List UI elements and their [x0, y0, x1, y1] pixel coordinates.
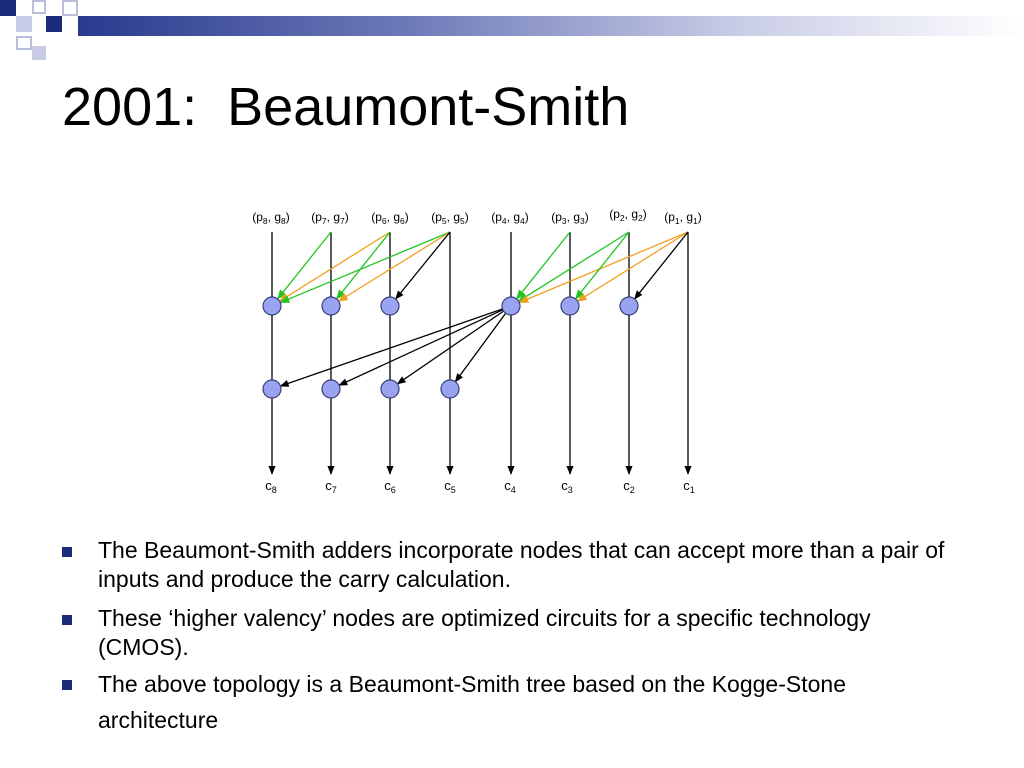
bullet-square-icon [62, 547, 72, 557]
output-label-c-6: $c_6$ [384, 478, 396, 495]
prefix-node-bit-3 [561, 297, 579, 315]
edge-node-4-to-node-6 [397, 306, 511, 384]
input-label-bit-1: ($p_1$, $g_1$) [664, 210, 702, 226]
bullet-item [60, 536, 960, 594]
edge-input-2-to-node-4 [519, 232, 629, 301]
output-label-c-7: $c_7$ [325, 478, 337, 495]
edge-input-3-to-node-4 [517, 232, 570, 299]
output-label-c-4: $c_4$ [504, 478, 516, 495]
prefix-node-bit-8 [263, 297, 281, 315]
prefix-node-bit-7 [322, 297, 340, 315]
prefix-node-level2-bit-5 [441, 380, 459, 398]
edge-input-6-to-node-8 [280, 232, 390, 301]
edge-input-5-to-node-8 [280, 232, 450, 303]
input-label-bit-2: ($p_2$, $g_2$) [609, 207, 647, 223]
input-label-bit-6: ($p_6$, $g_6$) [371, 210, 409, 226]
output-label-c-5: $c_5$ [444, 478, 456, 495]
bullet-item [60, 604, 960, 662]
edge-input-6-to-node-7 [337, 232, 390, 299]
bullet-list [60, 536, 960, 748]
edge-input-7-to-node-8 [278, 232, 331, 299]
edge-node-4-to-node-7 [339, 306, 511, 385]
input-label-bit-7: ($p_7$, $g_7$) [311, 210, 349, 226]
input-label-bit-5: ($p_5$, $g_5$) [431, 210, 469, 226]
edge-input-2-to-node-3 [576, 232, 629, 299]
output-label-c-3: $c_3$ [561, 478, 573, 495]
prefix-node-bit-2 [620, 297, 638, 315]
bullet-item [60, 666, 960, 738]
prefix-node-bit-6 [381, 297, 399, 315]
output-label-c-1: $c_1$ [683, 478, 695, 495]
output-label-c-2: $c_2$ [623, 478, 635, 495]
prefix-node-level2-bit-7 [322, 380, 340, 398]
bullet-text: The above topology is a Beaumont-Smith tree based on the Kogge-Stone architecture [98, 671, 846, 733]
input-label-bit-4: ($p_4$, $g_4$) [491, 210, 529, 226]
bullet-text: The Beaumont-Smith adders incorporate nodes that can accept more than a pair of inputs and produce the carry calculation. [98, 537, 945, 592]
prefix-node-level2-bit-6 [381, 380, 399, 398]
edge-input-1-to-node-2 [635, 232, 688, 299]
edge-node-4-to-node-8 [281, 306, 511, 386]
input-label-bit-8: ($p_8$, $g_8$) [252, 210, 290, 226]
prefix-node-level2-bit-8 [263, 380, 281, 398]
output-label-c-8: $c_8$ [265, 478, 277, 495]
bullet-text: These ‘higher valency’ nodes are optimized circuits for a specific technology (CMOS). [98, 605, 871, 660]
edge-input-5-to-node-7 [339, 232, 450, 301]
bullet-square-icon [62, 680, 72, 690]
edge-input-5-to-node-6 [396, 232, 450, 299]
prefix-node-bit-4 [502, 297, 520, 315]
input-label-bit-3: ($p_3$, $g_3$) [551, 210, 589, 226]
edge-input-1-to-node-3 [578, 232, 688, 301]
edge-node-4-to-node-5 [455, 306, 511, 382]
slide-title: 2001: Beaumont-Smith [62, 77, 630, 137]
bullet-square-icon [62, 615, 72, 625]
edge-input-1-to-node-4 [519, 232, 688, 303]
